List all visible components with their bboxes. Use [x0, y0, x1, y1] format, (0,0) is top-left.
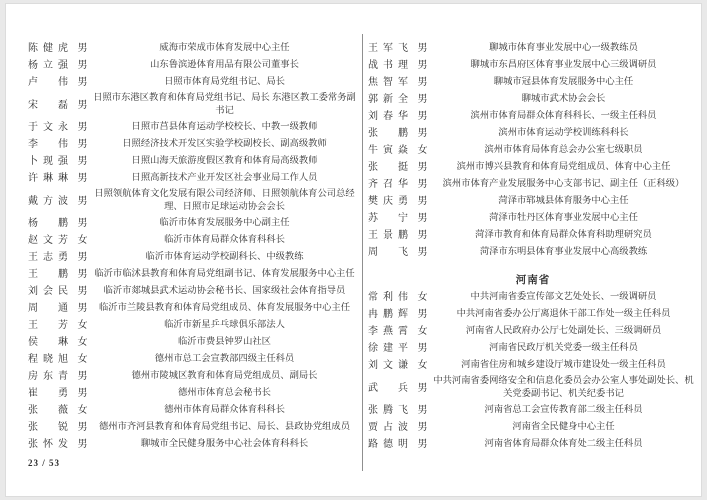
person-name: 于文永	[28, 122, 68, 133]
table-row	[28, 368, 360, 385]
person-gender: 男	[77, 439, 88, 450]
person-gender: 男	[417, 111, 428, 122]
person-position: 日照山海天旅游度假区教育和体育局高级教师	[131, 156, 318, 166]
table-row	[28, 57, 360, 74]
person-name: 宋 磊	[28, 99, 68, 111]
person-name: 杨 鹏	[28, 218, 68, 229]
person-position: 日照市体育局党组书记、局长	[164, 77, 285, 87]
person-name: 陈健虎	[28, 43, 68, 54]
person-name: 程晓旭	[28, 354, 68, 365]
person-name: 常利伟	[368, 292, 408, 303]
table-row	[28, 232, 360, 249]
person-gender: 男	[77, 388, 88, 399]
person-position: 德州市齐河县教育和体育局党组书记、局长、县政协党组成员	[98, 422, 351, 432]
table-row	[28, 283, 360, 300]
table-row	[28, 249, 360, 266]
person-position: 河南省全民健身中心主任	[512, 422, 615, 432]
table-row	[28, 91, 360, 119]
person-name: 刘会民	[28, 286, 68, 297]
table-row	[28, 215, 360, 232]
person-position: 滨州市体育运动学校训练科科长	[498, 128, 629, 138]
person-position: 聊城市体育事业发展中心一级教练员	[489, 43, 638, 53]
person-name: 贾占波	[368, 422, 408, 433]
person-name: 周 飞	[368, 247, 408, 258]
person-gender: 男	[77, 286, 88, 297]
table-row	[368, 176, 698, 193]
table-row	[368, 374, 698, 402]
person-name: 张怀发	[28, 439, 68, 450]
table-row	[368, 74, 698, 91]
person-gender: 男	[77, 303, 88, 314]
person-gender: 女	[417, 292, 428, 303]
table-row	[368, 108, 698, 125]
document-page	[5, 3, 702, 497]
person-gender: 女	[417, 326, 428, 337]
table-row	[28, 300, 360, 317]
person-gender: 女	[417, 360, 428, 371]
table-row	[28, 266, 360, 283]
person-position: 临沂市费县钟罗山社区	[178, 337, 271, 347]
person-name: 王 鹏	[28, 269, 68, 280]
person-name: 许琳琳	[28, 173, 68, 184]
person-name: 侯 琳	[28, 337, 68, 348]
person-position: 河南省人民政府办公厅七处副处长、三级调研员	[465, 326, 662, 336]
person-name: 赵文芳	[28, 235, 68, 246]
person-position: 河南省体育局群众体育处二级主任科员	[484, 439, 643, 449]
table-row	[368, 436, 698, 453]
person-gender: 男	[417, 179, 428, 190]
person-position: 临沂市体育发展服务中心副主任	[159, 218, 290, 228]
table-row	[368, 289, 698, 306]
right-column	[368, 40, 698, 453]
person-name: 王军飞	[368, 43, 408, 54]
table-row	[368, 306, 698, 323]
person-gender: 男	[77, 99, 88, 111]
person-gender: 男	[77, 422, 88, 433]
table-row	[28, 136, 360, 153]
person-gender: 男	[77, 43, 88, 54]
person-gender: 男	[417, 422, 428, 433]
person-gender: 男	[417, 213, 428, 224]
person-name: 卜现强	[28, 156, 68, 167]
person-position: 临沂市体育运动学校副科长、中级教练	[145, 252, 304, 262]
table-row	[28, 187, 360, 215]
province-section-header: 河南省	[515, 274, 551, 286]
person-gender: 女	[77, 405, 88, 416]
person-name: 冉鹏辉	[368, 309, 408, 320]
person-name: 王志勇	[28, 252, 68, 263]
person-name: 张 锐	[28, 422, 68, 433]
person-gender: 女	[77, 320, 88, 331]
person-name: 张 挺	[368, 162, 408, 173]
table-row	[368, 40, 698, 57]
person-name: 路德明	[368, 439, 408, 450]
person-position: 临沂市新星乒乓球俱乐部法人	[164, 320, 285, 330]
person-gender: 男	[417, 247, 428, 258]
person-gender: 男	[417, 230, 428, 241]
table-row	[368, 227, 698, 244]
person-gender: 男	[77, 60, 88, 71]
table-row	[368, 340, 698, 357]
person-gender: 男	[77, 139, 88, 150]
person-gender: 男	[417, 128, 428, 139]
person-position: 滨州市体育局群众体育科科长、一级主任科员	[470, 111, 657, 121]
person-name: 武 兵	[368, 382, 408, 394]
person-gender: 男	[417, 309, 428, 320]
table-row	[28, 402, 360, 419]
table-row	[368, 159, 698, 176]
table-row	[28, 317, 360, 334]
left-column	[28, 40, 360, 453]
table-row	[368, 402, 698, 419]
person-gender: 男	[77, 269, 88, 280]
person-position: 日照市东港区教育和体育局党组书记、局长 东港区教工委常务副书记	[93, 93, 356, 116]
table-row	[28, 170, 360, 187]
person-name: 崔 勇	[28, 388, 68, 399]
person-position: 菏泽市郓城县体育服务中心主任	[498, 196, 629, 206]
person-name: 刘文谦	[368, 360, 408, 371]
person-position: 临沂市郯城县武术运动协会秘书长、国家级社会体育指导员	[103, 286, 346, 296]
table-row	[28, 119, 360, 136]
person-position: 临沂市体育局群众体育科科长	[164, 235, 285, 245]
person-position: 聊城市武术协会会长	[521, 94, 606, 104]
person-name: 牛寅焱	[368, 145, 408, 156]
person-name: 王 芳	[28, 320, 68, 331]
table-row	[28, 40, 360, 57]
person-position: 菏泽市东明县体育事业发展中心高级教练	[479, 247, 648, 257]
person-position: 中共河南省委宣传部文艺处处长、一级调研员	[470, 292, 657, 302]
table-row	[28, 385, 360, 402]
person-name: 战书理	[368, 60, 408, 71]
table-row	[368, 142, 698, 159]
person-name: 李 伟	[28, 139, 68, 150]
person-position: 河南省住房和城乡建设厅城市建设处一级主任科员	[461, 360, 666, 370]
person-gender: 女	[77, 235, 88, 246]
person-name: 焦智军	[368, 77, 408, 88]
person-gender: 男	[417, 60, 428, 71]
person-position: 中共河南省委办公厅离退休干部工作处一级主任科员	[456, 309, 671, 319]
table-row	[368, 244, 698, 261]
person-position: 河南省民政厅机关党委一级主任科员	[489, 343, 638, 353]
person-position: 德州市体育局群众体育科科长	[164, 405, 285, 415]
person-gender: 男	[77, 156, 88, 167]
person-name: 周 通	[28, 303, 68, 314]
person-gender: 男	[417, 343, 428, 354]
table-row	[368, 210, 698, 227]
table-row	[28, 153, 360, 170]
person-gender: 男	[417, 77, 428, 88]
person-position: 德州市体育总会秘书长	[178, 388, 271, 398]
person-position: 滨州市体育局体育总会办公室七级职员	[484, 145, 643, 155]
person-name: 杨立强	[28, 60, 68, 71]
person-name: 苏 宁	[368, 213, 408, 224]
person-name: 刘春华	[368, 111, 408, 122]
person-gender: 男	[417, 382, 428, 394]
person-position: 临沂市临沭县教育和体育局党组副书记、体育发展服务中心主任	[94, 269, 355, 279]
person-gender: 男	[417, 94, 428, 105]
table-row	[368, 125, 698, 142]
person-position: 日照市莒县体育运动学校校长、中教一级教师	[131, 122, 318, 132]
person-gender: 男	[417, 439, 428, 450]
person-name: 戴方波	[28, 195, 68, 207]
person-gender: 女	[417, 145, 428, 156]
person-name: 齐召华	[368, 179, 408, 190]
person-name: 李燕霄	[368, 326, 408, 337]
person-name: 樊庆勇	[368, 196, 408, 207]
person-gender: 男	[77, 252, 88, 263]
table-row	[28, 436, 360, 453]
table-row	[368, 91, 698, 108]
person-position: 山东鲁滨逊体育用品有限公司董事长	[150, 60, 299, 70]
person-position: 菏泽市教育和体育局群众体育科助理研究员	[475, 230, 652, 240]
person-gender: 男	[77, 122, 88, 133]
person-position: 聊城市冠县体育发展服务中心主任	[493, 77, 634, 87]
table-row	[28, 334, 360, 351]
person-position: 聊城市全民健身服务中心社会体育科科长	[140, 439, 309, 449]
person-position: 滨州市博兴县教育和体育局党组成员、体育中心主任	[456, 162, 671, 172]
person-gender: 男	[77, 218, 88, 229]
person-name: 张 薇	[28, 405, 68, 416]
person-name: 张腾飞	[368, 405, 408, 416]
table-row	[368, 357, 698, 374]
person-position: 河南省总工会宣传教育部二级主任科员	[484, 405, 643, 415]
person-name: 王景鹏	[368, 230, 408, 241]
person-position: 中共河南省委网络安全和信息化委员会办公室人事处副处长、机关党委副书记、机关纪委书记	[433, 376, 694, 399]
person-name: 房东青	[28, 371, 68, 382]
person-position: 日照领航体育文化发展有限公司经济师、日照领航体育公司总经理、日照市足球运动协会会长	[94, 189, 355, 212]
table-row	[368, 419, 698, 436]
person-position: 德州市总工会宣教部四级主任科员	[154, 354, 295, 364]
person-gender: 男	[77, 195, 88, 207]
table-row	[368, 323, 698, 340]
person-gender: 男	[417, 196, 428, 207]
person-gender: 男	[417, 405, 428, 416]
table-row	[368, 193, 698, 210]
person-position: 日照经济技术开发区实验学校副校长、副高级教师	[122, 139, 327, 149]
person-gender: 男	[77, 173, 88, 184]
table-row	[28, 351, 360, 368]
person-gender: 男	[417, 43, 428, 54]
person-gender: 男	[417, 162, 428, 173]
page-number-indicator: 23 / 53	[28, 458, 61, 468]
person-position: 日照高新技术产业开发区社会事业局工作人员	[131, 173, 318, 183]
person-name: 卢 伟	[28, 77, 68, 88]
person-position: 德州市陵城区教育和体育局党组成员、副局长	[131, 371, 318, 381]
person-name: 郭新全	[368, 94, 408, 105]
table-row	[28, 74, 360, 91]
table-row	[368, 57, 698, 74]
person-gender: 男	[77, 371, 88, 382]
person-position: 临沂市兰陵县教育和体育局党组成员、体育发展服务中心主任	[98, 303, 351, 313]
column-divider-line	[362, 34, 363, 471]
person-gender: 男	[77, 77, 88, 88]
person-name: 张 鹏	[368, 128, 408, 139]
person-gender: 女	[77, 354, 88, 365]
table-row	[28, 419, 360, 436]
person-position: 滨州市体育产业发展服务中心支部书记、副主任（正科级）	[442, 179, 685, 189]
person-position: 菏泽市牡丹区体育事业发展中心主任	[489, 213, 638, 223]
person-gender: 女	[77, 337, 88, 348]
person-position: 威海市荣成市体育发展中心主任	[159, 43, 290, 53]
person-name: 徐建平	[368, 343, 408, 354]
person-position: 聊城市东昌府区体育事业发展中心三级调研员	[470, 60, 657, 70]
